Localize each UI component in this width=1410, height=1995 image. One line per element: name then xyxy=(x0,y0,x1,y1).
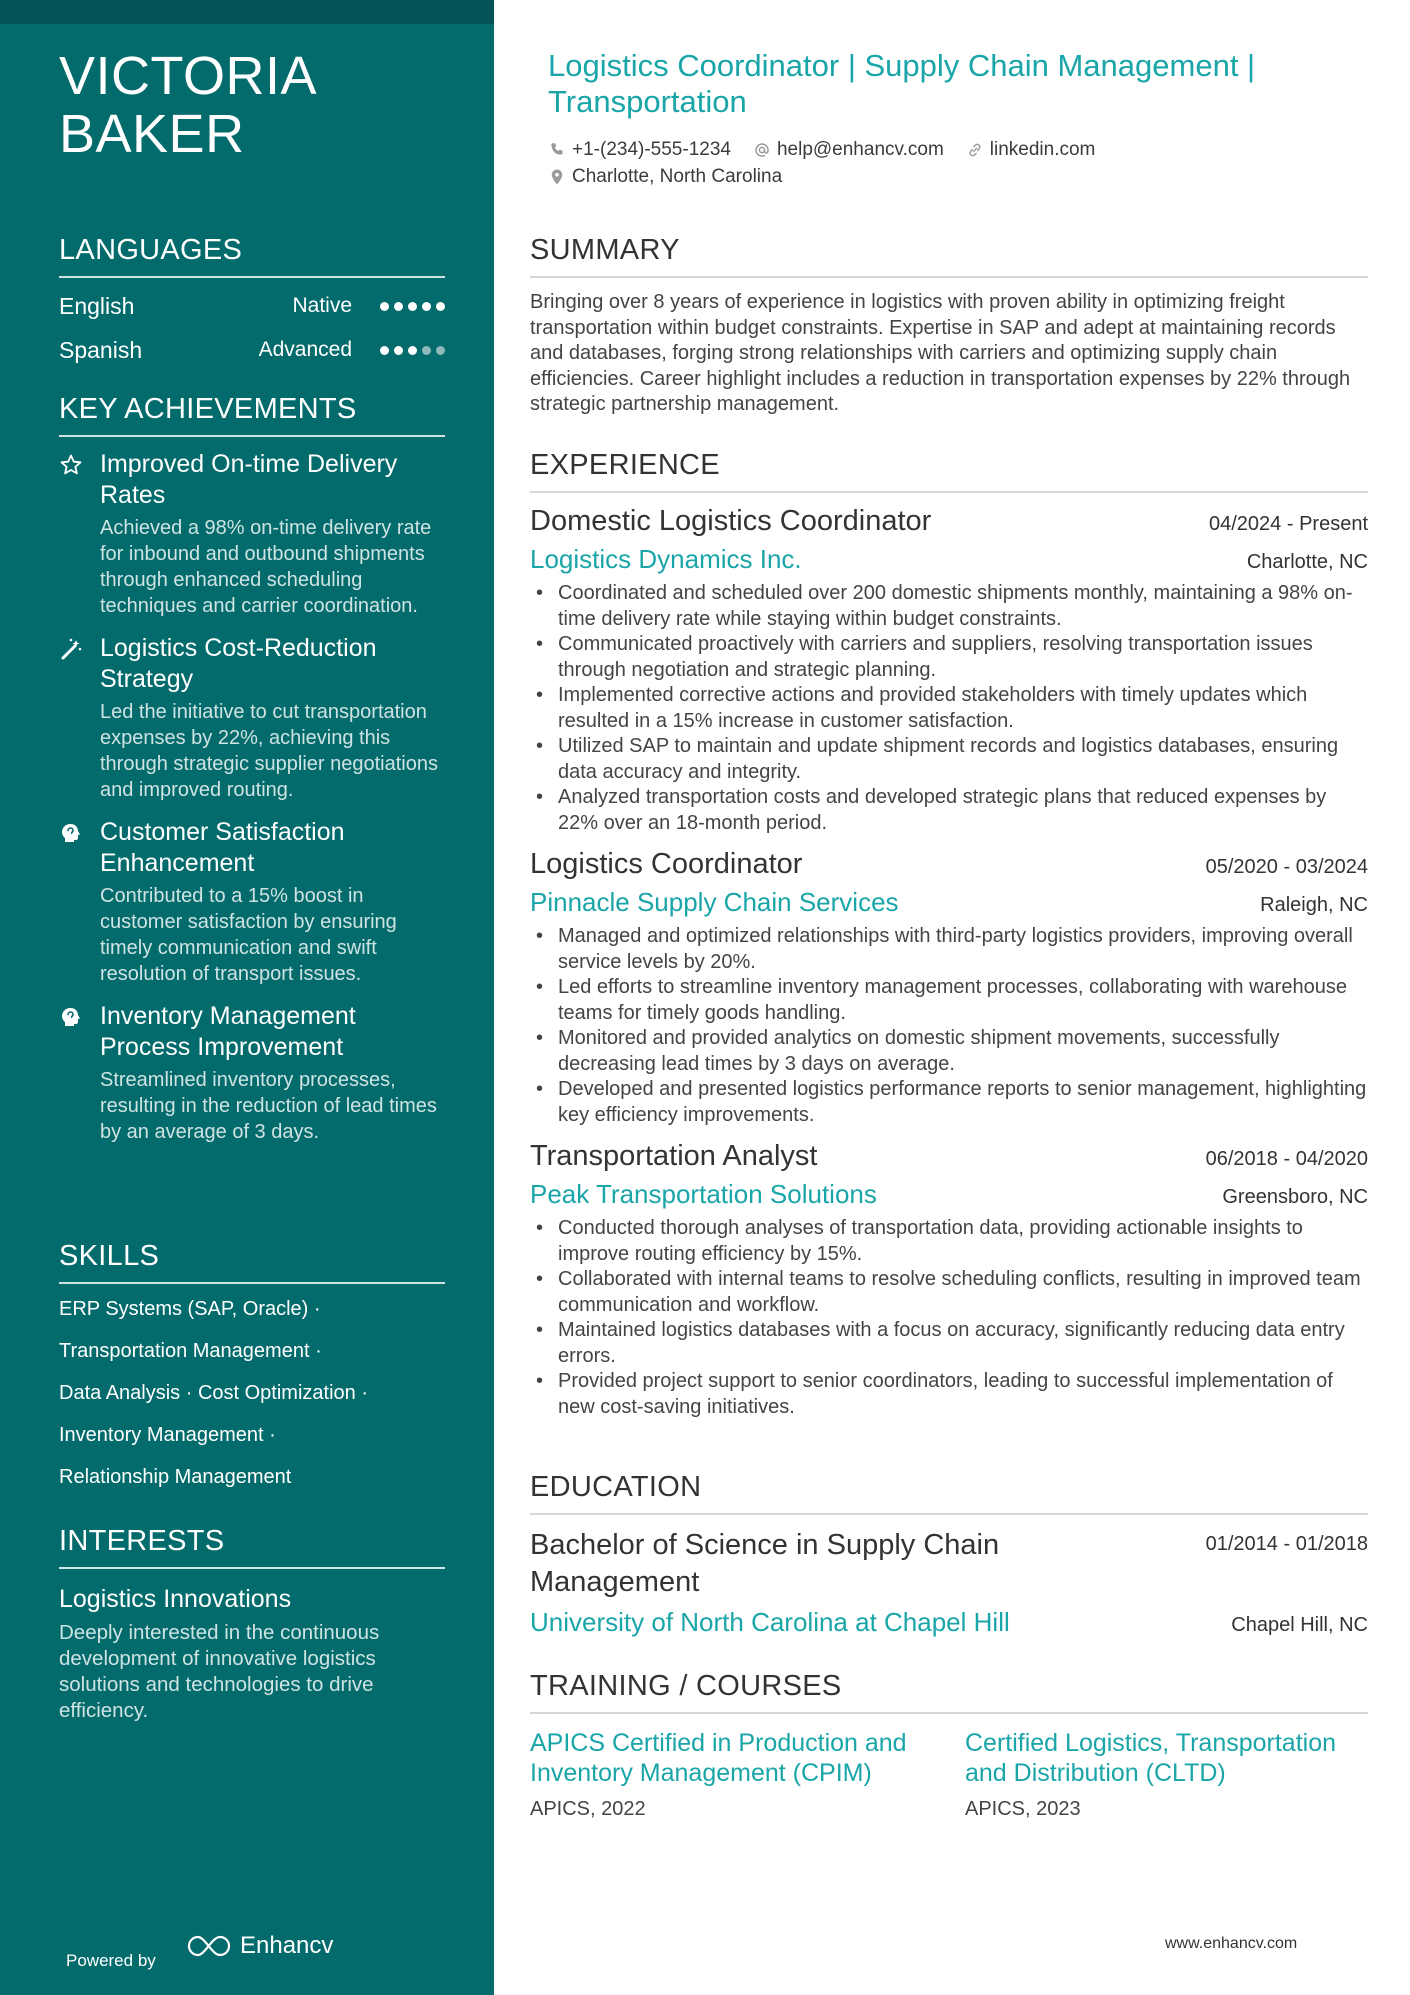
achievement-title: Improved On-time Delivery Rates xyxy=(100,450,398,509)
sidebar-top-bar xyxy=(0,0,494,24)
languages-section xyxy=(59,234,445,372)
rating-dot xyxy=(408,302,417,311)
skill-line: Relationship Management xyxy=(59,1466,292,1488)
language-row xyxy=(59,328,445,372)
rating-dot xyxy=(436,302,445,311)
achievement-item xyxy=(59,633,445,803)
job-location: Raleigh, NC xyxy=(1260,894,1368,916)
enhancv-logo-text: Enhancv xyxy=(240,1932,334,1959)
job-location: Greensboro, NC xyxy=(1222,1186,1368,1208)
job-bullet: • Implemented corrective actions and provided stakeholders with timely updates which resulted in a 15% increase in customer satisfaction. xyxy=(530,683,1368,734)
course-title: Certified Logistics, Transportation and Distribution (CLTD) xyxy=(965,1729,1337,1787)
link-icon xyxy=(966,141,984,159)
achievement-description: Led the initiative to cut transportation expenses by 22%, achieving this through strategic supplier negotiations and improved routing. xyxy=(100,701,438,801)
contact-location xyxy=(548,166,782,188)
skills-title: SKILLS xyxy=(59,1240,445,1284)
contact-email[interactable] xyxy=(753,139,944,161)
course-item xyxy=(530,1728,933,1821)
contact-info xyxy=(548,136,1348,190)
rating-dot xyxy=(436,346,445,355)
magic-wand-icon xyxy=(59,637,83,661)
rating-dot xyxy=(422,346,431,355)
name-line-1: VICTORIA xyxy=(59,46,318,106)
school-name: University of North Carolina at Chapel Hill xyxy=(530,1607,1010,1637)
linkedin-text: linkedin.com xyxy=(989,138,1096,160)
achievements-title: KEY ACHIEVEMENTS xyxy=(59,393,445,437)
job-bullet: • Communicated proactively with carriers and suppliers, resolving transportation issues through negotiation and strategic planning. xyxy=(530,632,1368,683)
job-bullet: • Collaborated with internal teams to resolve scheduling conflicts, resulting in improved team communication and workflow. xyxy=(530,1267,1368,1318)
person-name xyxy=(59,47,317,163)
job-bullet: • Developed and presented logistics performance reports to senior management, highlighting key efficiency improvements. xyxy=(530,1077,1368,1128)
degree: Bachelor of Science in Supply Chain Management xyxy=(530,1529,1000,1598)
summary-title: SUMMARY xyxy=(530,234,1368,278)
rating-dot xyxy=(380,302,389,311)
language-rating xyxy=(380,302,445,311)
job-entry xyxy=(530,848,1368,1128)
education-section xyxy=(530,1471,1368,1638)
training-section xyxy=(530,1670,1368,1821)
website-link[interactable]: www.enhancv.com xyxy=(1165,1935,1298,1952)
interests-section xyxy=(59,1525,445,1724)
rating-dot xyxy=(422,302,431,311)
achievement-title: Customer Satisfaction Enhancement xyxy=(100,818,345,877)
achievement-title: Logistics Cost-Reduction Strategy xyxy=(100,634,377,693)
job-bullets xyxy=(530,924,1368,1128)
contact-linkedin[interactable] xyxy=(966,139,1096,161)
enhancv-logo[interactable] xyxy=(186,1932,333,1960)
job-dates: 05/2020 - 03/2024 xyxy=(1205,856,1368,878)
education-location: Chapel Hill, NC xyxy=(1231,1614,1368,1636)
language-level: Native xyxy=(292,294,352,317)
job-bullet: • Analyzed transportation costs and developed strategic plans that reduced expenses by 22% over an 18-month period. xyxy=(530,785,1368,836)
language-name: English xyxy=(59,292,135,319)
education-entry xyxy=(530,1527,1368,1638)
location-text: Charlotte, North Carolina xyxy=(572,165,783,187)
skill-line: ERP Systems (SAP, Oracle) · xyxy=(59,1298,321,1320)
experience-section xyxy=(530,449,1368,1420)
course-title: APICS Certified in Production and Inventory Management (CPIM) xyxy=(530,1729,907,1787)
email-text: help@enhancv.com xyxy=(776,138,944,160)
job-title: Transportation Analyst xyxy=(530,1140,818,1172)
interests-title: INTERESTS xyxy=(59,1525,445,1569)
language-level: Advanced xyxy=(258,338,352,361)
skills-section xyxy=(59,1240,445,1498)
job-bullet: • Utilized SAP to maintain and update shipment records and logistics databases, ensuring data accuracy and integrity. xyxy=(530,734,1368,785)
language-rating xyxy=(380,346,445,355)
interest-description: Deeply interested in the continuous development of innovative logistics solutions and technologies to drive efficiency. xyxy=(59,1621,380,1722)
experience-title: EXPERIENCE xyxy=(530,449,1368,493)
job-dates: 04/2024 - Present xyxy=(1209,513,1368,535)
summary-text: Bringing over 8 years of experience in logistics with proven ability in optimizing freight transportation within budget constraints. Expertise in SAP and adept at maintaining records and databases, forging strong relationships with carriers and optimizing supply chain efficiencies. Career highlight includes a reduction in transportation expenses by 22% through strategic partnership management. xyxy=(530,291,1351,415)
achievement-description: Contributed to a 15% boost in customer satisfaction by ensuring timely communication and swift resolution of transport issues. xyxy=(100,885,397,985)
headline: Logistics Coordinator | Supply Chain Management | Transportation xyxy=(548,48,1256,119)
name-line-2: BAKER xyxy=(59,104,245,164)
education-dates: 01/2014 - 01/2018 xyxy=(1205,1533,1368,1555)
achievement-description: Streamlined inventory processes, resulting in the reduction of lead times by an average of 3 days. xyxy=(100,1069,437,1143)
rating-dot xyxy=(408,346,417,355)
skill-line: Inventory Management · xyxy=(59,1424,276,1446)
course-organization: APICS, 2022 xyxy=(530,1798,646,1820)
summary-section xyxy=(530,234,1368,418)
job-bullet: • Maintained logistics databases with a focus on accuracy, significantly reducing data entry errors. xyxy=(530,1318,1368,1369)
brain-head-icon xyxy=(59,1005,83,1029)
job-bullet: • Managed and optimized relationships with third-party logistics providers, improving overall service levels by 20%. xyxy=(530,924,1368,975)
contact-phone[interactable] xyxy=(548,139,731,161)
training-title: TRAINING / COURSES xyxy=(530,1670,1368,1714)
rating-dot xyxy=(394,346,403,355)
achievement-description: Achieved a 98% on-time delivery rate for inbound and outbound shipments through enhanced scheduling techniques and carrier coordination. xyxy=(100,517,432,617)
achievement-item xyxy=(59,449,445,619)
language-name: Spanish xyxy=(59,336,143,363)
achievement-item xyxy=(59,1001,445,1145)
powered-by-label: Powered by xyxy=(66,1951,156,1970)
job-bullets xyxy=(530,581,1368,836)
course-organization: APICS, 2023 xyxy=(965,1798,1081,1820)
job-location: Charlotte, NC xyxy=(1246,551,1368,573)
job-bullet: • Monitored and provided analytics on domestic shipment movements, successfully decreasing lead times by 3 days on average. xyxy=(530,1026,1368,1077)
brain-head-icon xyxy=(59,821,83,845)
company-name: Pinnacle Supply Chain Services xyxy=(530,887,899,917)
job-title: Domestic Logistics Coordinator xyxy=(530,505,932,537)
achievement-title: Inventory Management Process Improvement xyxy=(100,1002,356,1061)
job-entry xyxy=(530,505,1368,836)
job-bullet: • Led efforts to streamline inventory management processes, collaborating with warehouse teams for timely goods handling. xyxy=(530,975,1368,1026)
interest-title: Logistics Innovations xyxy=(59,1585,292,1613)
phone-text: +1-(234)-555-1234 xyxy=(572,138,731,160)
languages-title: LANGUAGES xyxy=(59,234,445,278)
rating-dot xyxy=(380,346,389,355)
rating-dot xyxy=(394,302,403,311)
at-icon xyxy=(753,141,771,159)
company-name: Logistics Dynamics Inc. xyxy=(530,544,802,574)
job-entry xyxy=(530,1140,1368,1420)
enhancv-logo-icon xyxy=(186,1933,232,1959)
skill-line: Data Analysis · Cost Optimization · xyxy=(59,1382,368,1404)
job-bullet: • Conducted thorough analyses of transportation data, providing actionable insights to improve routing efficiency by 15%. xyxy=(530,1216,1368,1267)
language-row xyxy=(59,284,445,328)
job-bullets xyxy=(530,1216,1368,1420)
sidebar xyxy=(0,0,494,1995)
skill-line: Transportation Management · xyxy=(59,1340,322,1362)
job-bullet: • Provided project support to senior coordinators, leading to successful implementation of new cost-saving initiatives. xyxy=(530,1369,1368,1420)
star-icon xyxy=(59,453,83,477)
phone-icon xyxy=(548,141,566,159)
achievement-item xyxy=(59,817,445,987)
education-title: EDUCATION xyxy=(530,1471,1368,1515)
achievements-section xyxy=(59,393,445,1145)
company-name: Peak Transportation Solutions xyxy=(530,1179,877,1209)
job-bullet: • Coordinated and scheduled over 200 domestic shipments monthly, maintaining a 98% on-time delivery rate while staying within budget constraints. xyxy=(530,581,1368,632)
job-dates: 06/2018 - 04/2020 xyxy=(1205,1148,1368,1170)
location-pin-icon xyxy=(548,168,566,186)
job-title: Logistics Coordinator xyxy=(530,848,803,880)
course-item xyxy=(965,1728,1368,1821)
